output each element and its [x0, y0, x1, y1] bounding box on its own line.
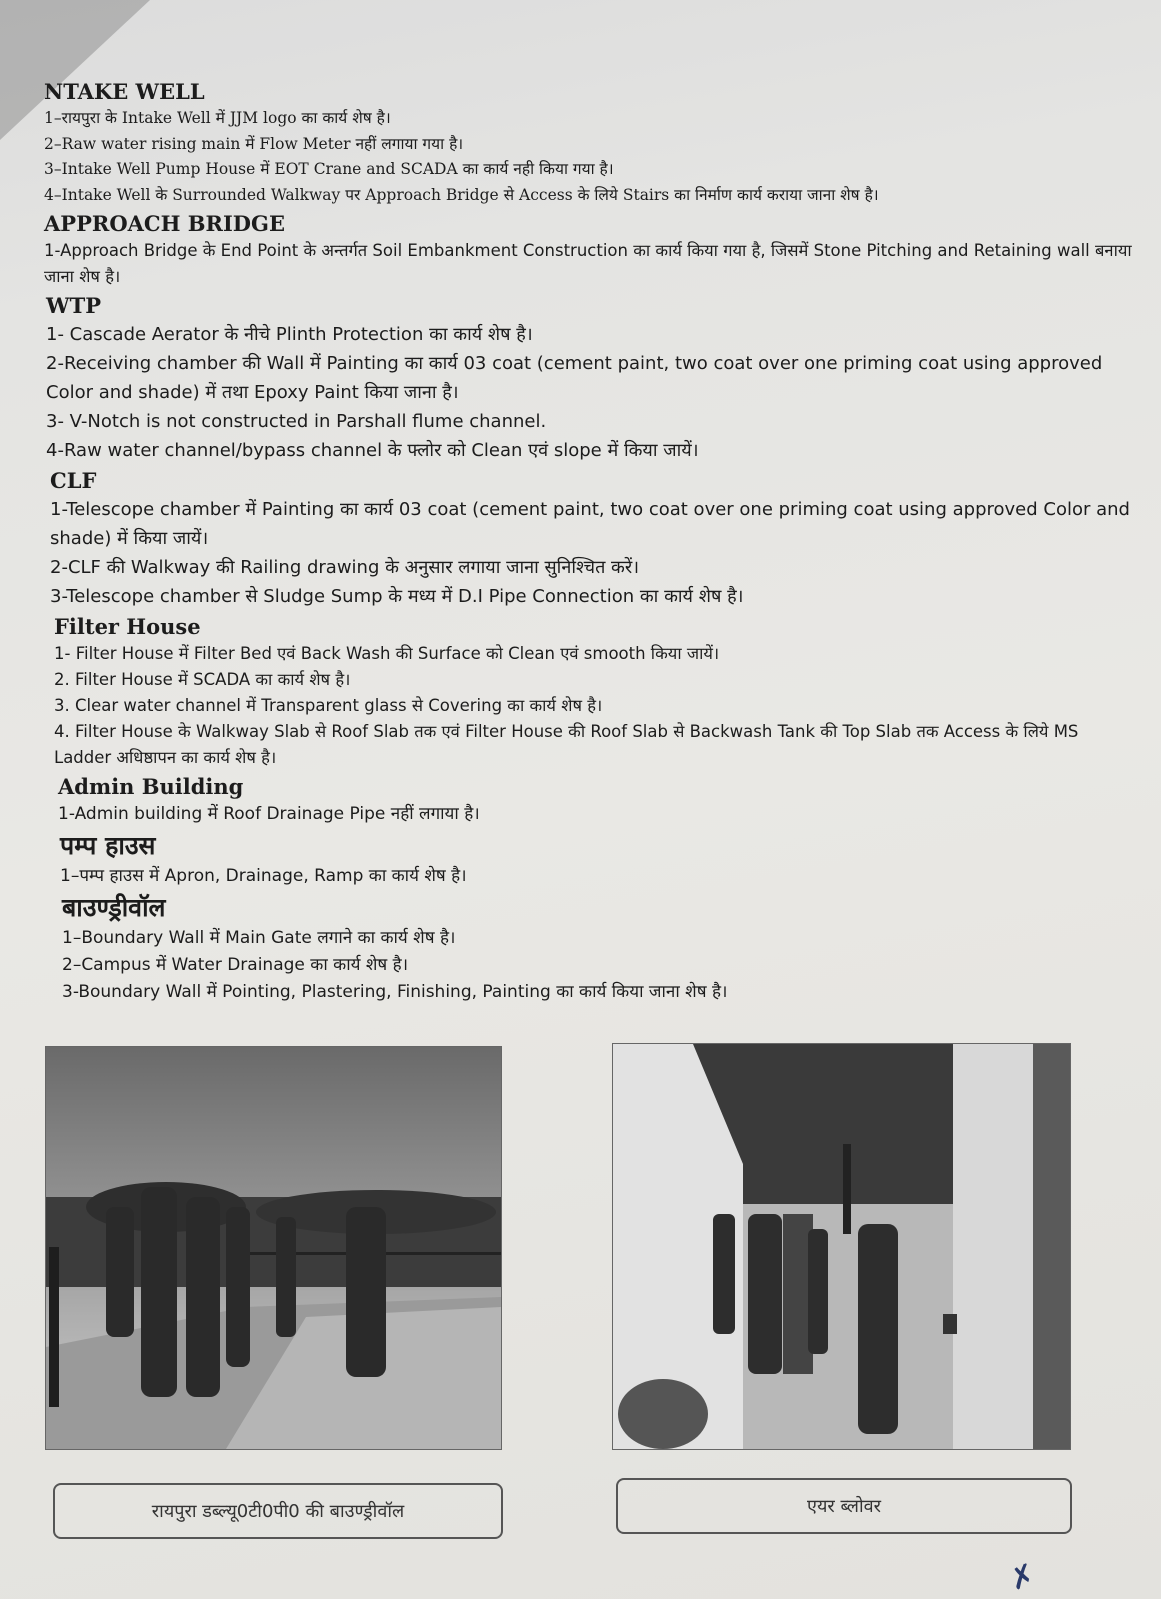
caption-right-text: एयर ब्लोवर	[807, 1496, 881, 1517]
clf-item-2: 2-CLF की Walkway की Railing drawing के अनुसार लगाया जाना सुनिश्चित करें।	[50, 557, 640, 578]
heading-pump-house: पम्प हाउस	[60, 831, 156, 860]
heading-approach-bridge: APPROACH BRIDGE	[44, 211, 285, 236]
boundary-item-3: 3-Boundary Wall में Pointing, Plastering, Finishing, Painting का कार्य किया जाना शेष है।	[62, 982, 728, 1002]
clf-item-1: 1-Telescope chamber में Painting का कार्य 03 coat (cement paint, two coat over one priming coat using approved Color and shade) में किया जायें।	[50, 499, 1130, 549]
wtp-item-2: 2-Receiving chamber की Wall में Painting का कार्य 03 coat (cement paint, two coat over one priming coat using approved Color and shade) में तथा Epoxy Paint किया जाना है।	[46, 353, 1103, 403]
section-wtp	[46, 292, 1134, 465]
filter-item-3: 3. Clear water channel में Transparent glass से Covering का कार्य शेष है।	[54, 696, 603, 715]
section-approach-bridge	[44, 210, 1134, 290]
pen-mark-icon: ✗	[1004, 1556, 1041, 1599]
intake-item-1: 1–रायपुरा के Intake Well में JJM logo का कार्य शेष है।	[44, 109, 391, 127]
section-intake-well	[44, 78, 1134, 208]
photo-air-blower	[612, 1043, 1071, 1450]
admin-item-1: 1-Admin building में Roof Drainage Pipe नहीं लगाया है।	[58, 804, 480, 824]
wtp-item-1: 1- Cascade Aerator के नीचे Plinth Protection का कार्य शेष है।	[46, 324, 533, 345]
heading-clf: CLF	[50, 468, 97, 493]
wtp-item-3: 3- V-Notch is not constructed in Parshall flume channel.	[46, 411, 547, 432]
boundary-item-2: 2–Campus में Water Drainage का कार्य शेष है।	[62, 955, 409, 975]
photo-boundary-wall	[45, 1046, 502, 1450]
section-filter-house	[54, 613, 1134, 771]
intake-item-4: 4–Intake Well के Surrounded Walkway पर Approach Bridge से Access के लिये Stairs का निर्माण कार्य कराया जाना शेष है।	[44, 185, 879, 204]
boundary-item-1: 1–Boundary Wall में Main Gate लगाने का कार्य शेष है।	[62, 928, 456, 948]
heading-wtp: WTP	[46, 293, 102, 318]
pump-item-1: 1–पम्प हाउस में Apron, Drainage, Ramp का कार्य शेष है।	[60, 866, 467, 886]
intake-item-2: 2–Raw water rising main में Flow Meter नहीं लगाया गया है।	[44, 134, 464, 153]
document-body	[44, 76, 1134, 1006]
filter-item-2: 2. Filter House में SCADA का कार्य शेष है।	[54, 670, 351, 689]
caption-left	[53, 1483, 503, 1539]
approach-item-1: 1-Approach Bridge के End Point के अन्तर्गत Soil Embankment Construction का कार्य किया गया है, जिसमें Stone Pitching and Retaining wall बनाया जाना शेष है।	[44, 241, 1132, 286]
filter-item-4: 4. Filter House के Walkway Slab से Roof Slab तक एवं Filter House की Roof Slab से Backwash Tank की Top Slab तक Access के लिये MS Ladder अधिष्ठापन का कार्य शेष है।	[54, 722, 1079, 767]
section-admin-building	[58, 773, 1134, 828]
heading-boundary-wall: बाउण्ड्रीवॉल	[62, 893, 166, 922]
caption-left-text: रायपुरा डब्ल्यू0टी0पी0 की बाउण्ड्रीवॉल	[151, 1501, 405, 1522]
heading-intake-well: NTAKE WELL	[44, 79, 205, 104]
wtp-item-4: 4-Raw water channel/bypass channel के फ्लोर को Clean एवं slope में किया जायें।	[46, 440, 699, 461]
section-boundary-wall	[62, 892, 1134, 1006]
section-clf	[50, 467, 1134, 611]
caption-right	[616, 1478, 1072, 1534]
section-pump-house	[60, 830, 1134, 890]
clf-item-3: 3-Telescope chamber से Sludge Sump के मध्य में D.I Pipe Connection का कार्य शेष है।	[50, 586, 744, 607]
heading-filter-house: Filter House	[54, 614, 201, 639]
filter-item-1: 1- Filter House में Filter Bed एवं Back Wash की Surface को Clean एवं smooth किया जायें।	[54, 644, 720, 663]
heading-admin-building: Admin Building	[58, 774, 244, 799]
intake-item-3: 3–Intake Well Pump House में EOT Crane and SCADA का कार्य नही किया गया है।	[44, 160, 614, 178]
